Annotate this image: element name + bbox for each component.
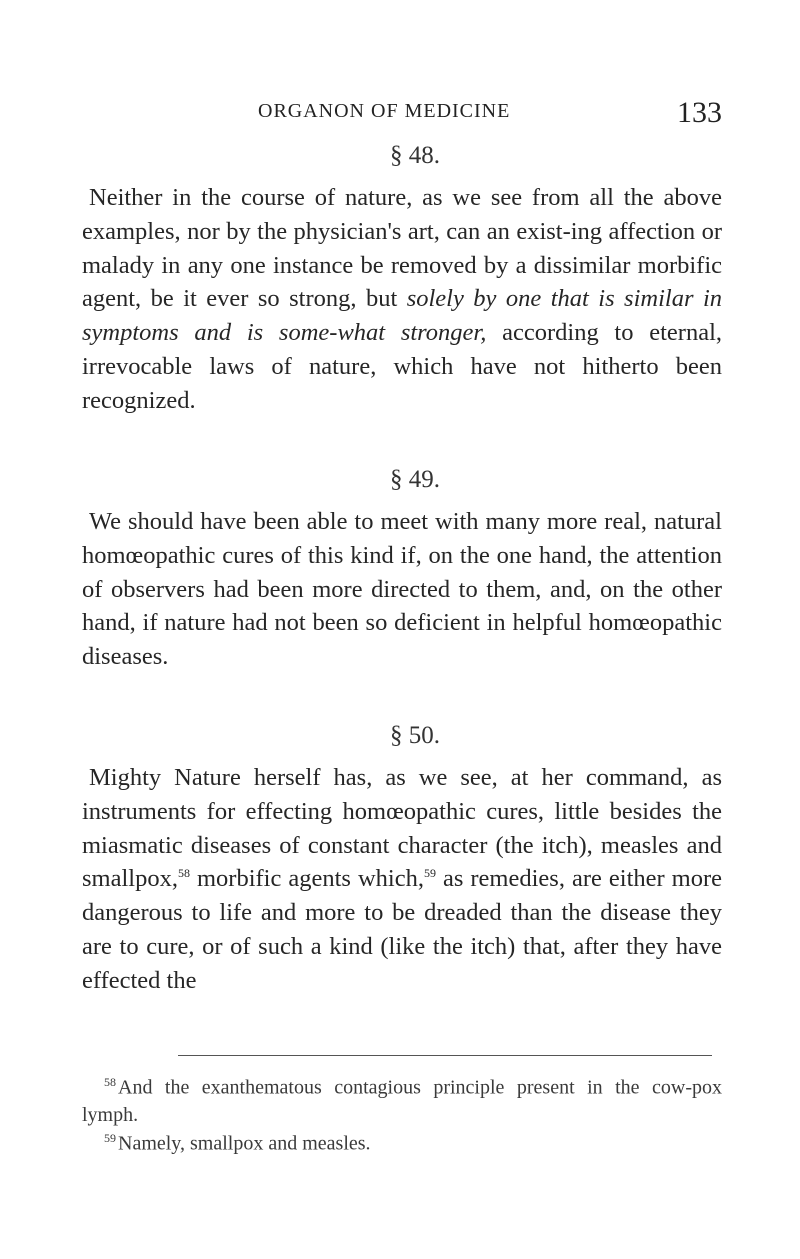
footnote-divider [178, 1055, 712, 1056]
section-49-heading: § 49. [390, 466, 440, 493]
footnote-58 [82, 1069, 722, 1129]
section-50-text-b: morbific agents which, [189, 865, 424, 893]
section-50-heading: § 50. [390, 722, 440, 749]
section-48-italic-text: solely by one that is similar in symptoms and is some-what stronger, [82, 285, 722, 347]
footnote-58-number: 58 [104, 1075, 116, 1089]
section-49-paragraph: We should have been able to meet with many more real, natural homœopathic cures of this kind if, on the one hand, the attention of observers had been more directed to them, and, on the other hand, if nature had not been so deficient in helpful homœopathic diseases. [82, 508, 722, 671]
footnote-ref-58[interactable]: 58 [177, 866, 190, 881]
section-50-paragraph [82, 761, 722, 998]
footnote-59-text: Namely, smallpox and measles. [118, 1132, 371, 1155]
footnote-59 [82, 1125, 722, 1158]
footnote-ref-59[interactable]: 59 [423, 866, 436, 881]
page-number: 133 [677, 96, 722, 129]
section-48-heading: § 48. [390, 142, 440, 169]
section-50-text-a: Mighty Nature herself has, as we see, at her command, as instruments for effecting homœopathic cures, little besides the miasmatic diseases of constant character (the itch), measles and smallpox, [82, 764, 722, 893]
running-title: ORGANON OF MEDICINE [258, 100, 511, 122]
section-48-text-b: according to eternal, irrevocable laws of nature, which have not hitherto been recognized. [82, 319, 723, 414]
section-48-text-a: Neither in the course of nature, as we see from all the above examples, nor by the physician's art, can an exist-ing affection or malady in any one instance be removed by a dissimilar morbific agent, be it ever so strong, but [82, 184, 722, 313]
running-head [258, 96, 722, 136]
footnote-58-text: And the exanthematous contagious principle present in the cow-pox lymph. [82, 1076, 722, 1126]
section-48-paragraph [82, 181, 722, 418]
footnote-59-number: 59 [104, 1131, 116, 1145]
section-50-text-c: as remedies, are either more dangerous to life and more to be dreaded than the disease they are to cure, or of such a kind (like the itch) that, after they have effected the [82, 865, 723, 994]
